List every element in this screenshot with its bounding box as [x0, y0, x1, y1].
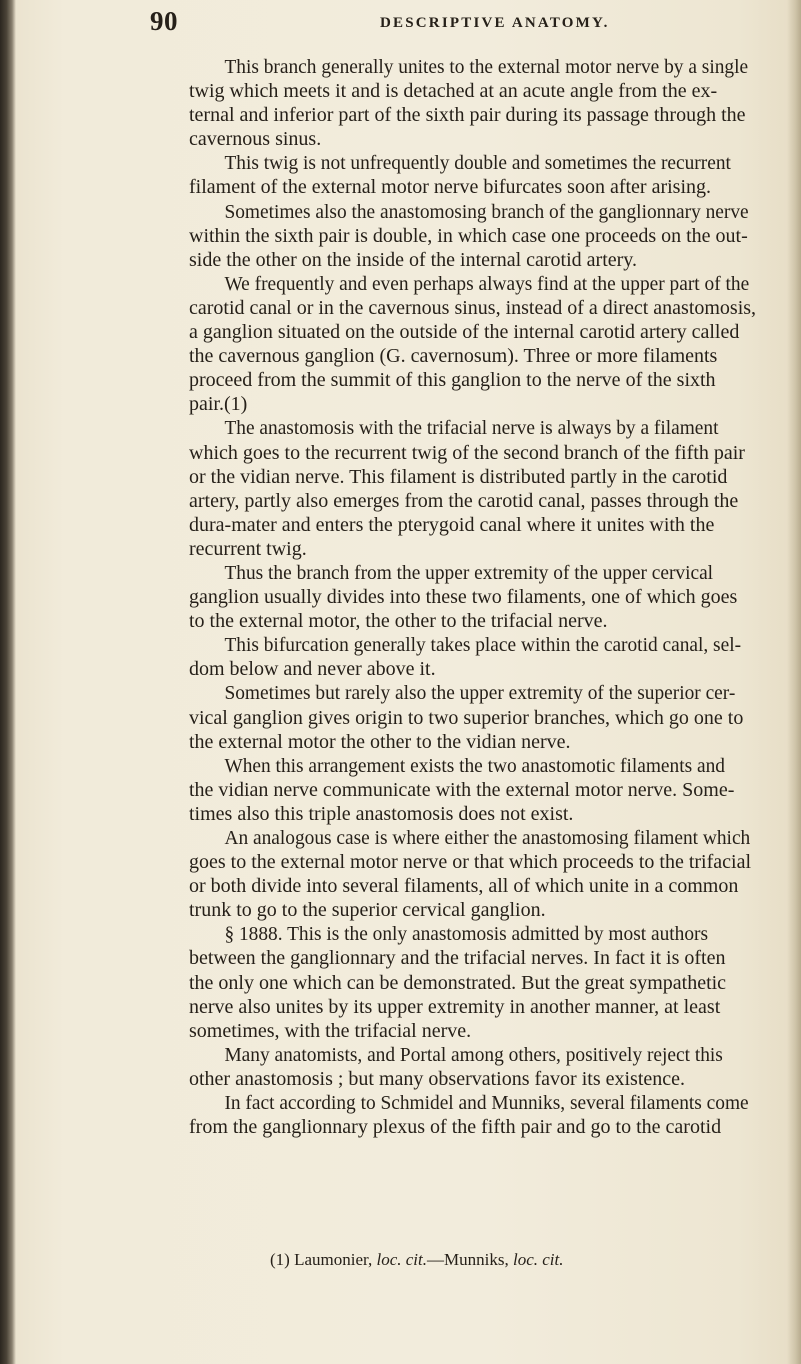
- text-line: goes to the external motor nerve or that which proceeds to the trifacial: [189, 851, 752, 874]
- text-line: dura-mater and enters the pterygoid canal where it unites with the: [189, 513, 715, 536]
- page-number: 90: [150, 6, 178, 36]
- paragraph: [189, 826, 767, 922]
- paragraph: [189, 416, 767, 561]
- text-line: The anastomosis with the trifacial nerve is always by a filament: [224, 417, 719, 440]
- text-line: nerve also unites by its upper extremity in another manner, at least: [189, 995, 721, 1018]
- footnote-dash: —: [427, 1250, 444, 1269]
- text-line: vical ganglion gives origin to two superior branches, which go one to: [189, 706, 744, 729]
- paragraph: [189, 1043, 767, 1091]
- text-line: Many anatomists, and Portal among others, positively reject this: [224, 1043, 723, 1066]
- text-line: proceed from the summit of this ganglion to the nerve of the sixth: [189, 369, 716, 392]
- paragraph: [189, 561, 767, 633]
- paragraph: [189, 200, 767, 272]
- body-text: [189, 55, 767, 1139]
- text-line: or the vidian nerve. This filament is distributed partly in the carotid: [189, 465, 728, 488]
- text-line: When this arrangement exists the two anastomotic filaments and: [224, 754, 725, 777]
- text-line: other anastomosis ; but many observations favor its existence.: [189, 1067, 686, 1090]
- paragraph: [189, 55, 767, 151]
- text-line: a ganglion situated on the outside of the internal carotid artery called: [189, 321, 740, 344]
- text-line: This twig is not unfrequently double and sometimes the recurrent: [224, 152, 731, 175]
- text-line: Sometimes also the anastomosing branch of the ganglionnary nerve: [224, 200, 749, 223]
- text-line: ganglion usually divides into these two filaments, one of which goes: [189, 586, 738, 609]
- paragraph: [189, 754, 767, 826]
- text-line: twig which meets it and is detached at an acute angle from the ex-: [189, 80, 718, 103]
- text-line: This branch generally unites to the external motor nerve by a single: [224, 56, 749, 78]
- text-line: from the ganglionnary plexus of the fifth pair and go to the carotid: [189, 1116, 722, 1139]
- text-line: which goes to the recurrent twig of the second branch of the fifth pair: [189, 441, 745, 464]
- text-line: to the external motor, the other to the trifacial nerve.: [189, 610, 608, 633]
- text-line: Thus the branch from the upper extremity of the upper cervical: [224, 561, 714, 584]
- text-line: side the other on the inside of the internal carotid artery.: [189, 248, 637, 271]
- running-title: DESCRIPTIVE ANATOMY.: [380, 15, 610, 31]
- footnote-author-2: Munniks,: [444, 1250, 509, 1269]
- text-line: trunk to go to the superior cervical ganglion.: [189, 899, 546, 922]
- text-line: between the ganglionnary and the trifacial nerves. In fact it is often: [189, 947, 726, 970]
- text-line: the external motor the other to the vidian nerve.: [189, 730, 571, 753]
- text-line: sometimes, with the trifacial nerve.: [189, 1019, 472, 1042]
- text-line: This bifurcation generally takes place within the carotid canal, sel-: [224, 634, 742, 657]
- text-line: or both divide into several filaments, all of which unite in a common: [189, 875, 739, 898]
- paragraph: [189, 922, 767, 1042]
- text-line: dom below and never above it.: [189, 658, 436, 681]
- text-line: within the sixth pair is double, in which case one proceeds on the out-: [189, 224, 748, 247]
- text-line: We frequently and even perhaps always find at the upper part of the: [224, 272, 750, 295]
- page-right-edge: [787, 0, 801, 1364]
- text-line: the cavernous ganglion (G. cavernosum). Three or more filaments: [189, 345, 718, 368]
- text-line: cavernous sinus.: [189, 128, 322, 151]
- footnote: [270, 1250, 563, 1270]
- text-line: ternal and inferior part of the sixth pair during its passage through the: [189, 104, 746, 127]
- text-line: An analogous case is where either the anastomosing filament which: [224, 827, 751, 849]
- footnote-citation-1: loc. cit.: [376, 1250, 427, 1269]
- paragraph: [189, 633, 767, 681]
- book-binding-edge: [0, 0, 16, 1364]
- text-line: carotid canal or in the cavernous sinus, instead of a direct anastomosis,: [189, 296, 757, 319]
- paragraph: [189, 151, 767, 199]
- footnote-author-1: Laumonier,: [294, 1250, 373, 1269]
- text-line: the only one which can be demonstrated. But the great sympathetic: [189, 971, 727, 994]
- text-line: artery, partly also emerges from the carotid canal, passes through the: [189, 489, 739, 512]
- text-line: Sometimes but rarely also the upper extremity of the superior cer-: [224, 682, 736, 705]
- text-line: In fact according to Schmidel and Munniks, several filaments come: [224, 1092, 749, 1115]
- text-line: filament of the external motor nerve bifurcates soon after arising.: [189, 176, 712, 199]
- paragraph: [189, 681, 767, 753]
- running-head: [150, 6, 790, 36]
- footnote-marker: (1): [270, 1250, 290, 1269]
- footnote-citation-2: loc. cit.: [512, 1250, 564, 1269]
- text-line: times also this triple anastomosis does not exist.: [189, 802, 574, 825]
- text-line: pair.(1): [189, 393, 248, 416]
- text-line: the vidian nerve communicate with the external motor nerve. Some-: [189, 778, 735, 801]
- paragraph: [189, 272, 767, 417]
- text-line: recurrent twig.: [189, 537, 307, 560]
- paragraph: [189, 1091, 767, 1139]
- text-line: § 1888. This is the only anastomosis admitted by most authors: [224, 923, 709, 946]
